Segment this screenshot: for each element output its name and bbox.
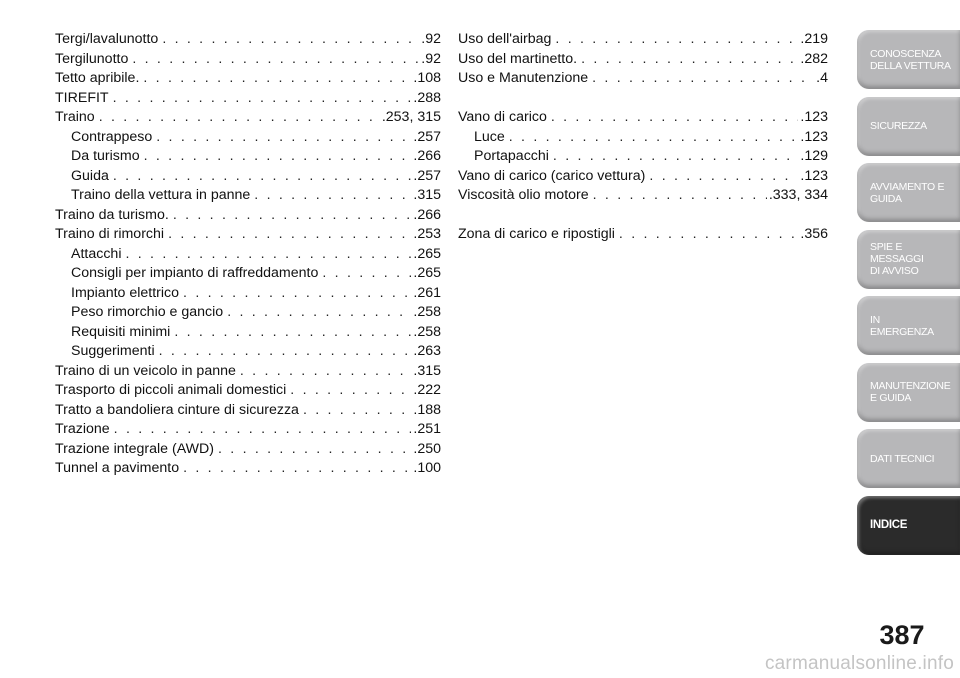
index-entry-text: Traino [55, 109, 95, 125]
index-entry[interactable] [55, 108, 441, 128]
index-entry-page: .108 [413, 70, 441, 86]
index-entry-page: .257 [413, 128, 441, 145]
dot-leader [159, 342, 412, 362]
page-number: 387 [879, 620, 925, 650]
dot-leader [144, 147, 412, 167]
index-entry[interactable] [55, 459, 441, 479]
index-entry-text: Uso dell'airbag [458, 31, 552, 47]
index-subentry[interactable] [458, 147, 828, 167]
index-entry-text: Traino di rimorchi [55, 226, 165, 242]
index-entry-page: .265 [413, 245, 441, 262]
index-subentry[interactable] [55, 323, 441, 343]
index-entry[interactable] [55, 89, 441, 109]
index-entry-text: Zona di carico e ripostigli [458, 226, 615, 242]
dot-leader [509, 128, 799, 148]
dot-leader [143, 69, 411, 89]
index-subentry[interactable] [55, 264, 441, 284]
index-entry[interactable] [55, 30, 441, 50]
dot-leader [183, 459, 411, 479]
index-entry-text: Guida [71, 167, 109, 184]
index-entry-text: Peso rimorchio e gancio [71, 304, 224, 320]
dot-leader [555, 30, 798, 50]
index-entry-text: Impianto elettrico [71, 284, 180, 301]
index-gap [458, 206, 828, 226]
index-entry[interactable] [55, 440, 441, 460]
index-entry[interactable] [458, 108, 828, 128]
index-entry[interactable] [55, 401, 441, 421]
index-entry-page: .123 [800, 109, 828, 125]
index-entry-text: Trazione [55, 421, 110, 437]
watermark: carmanualsonline.info [764, 653, 954, 674]
index-entry-text: Tetto apribile. [55, 70, 140, 86]
section-tabs [857, 30, 960, 562]
index-entry[interactable] [55, 420, 441, 440]
index-entry-text: Trasporto di piccoli animali domestici [55, 382, 287, 398]
index-entry[interactable] [55, 362, 441, 382]
dot-leader [113, 89, 412, 109]
index-subentry[interactable] [458, 128, 828, 148]
index-entry-page: .258 [413, 323, 441, 340]
index-entry-page: .265 [413, 265, 441, 281]
dot-leader [132, 50, 419, 70]
dot-leader [156, 128, 411, 148]
index-entry-text: Tratto a bandoliera cinture di sicurezza [55, 401, 299, 418]
section-tab[interactable] [857, 97, 960, 156]
dot-leader [551, 108, 799, 128]
index-subentry[interactable] [55, 245, 441, 265]
section-tab[interactable] [857, 496, 960, 555]
index-entry-page: .263 [413, 343, 441, 359]
index-entry-text: Suggerimenti [71, 343, 155, 359]
dot-leader [322, 264, 411, 284]
index-subentry[interactable] [55, 128, 441, 148]
index-entry-text: Uso del martinetto. [458, 50, 578, 67]
index-entry-page: .188 [413, 401, 441, 418]
section-tab-label: DATI TECNICI [870, 452, 935, 465]
dot-leader [218, 440, 411, 460]
index-subentry[interactable] [55, 284, 441, 304]
dot-leader [168, 225, 411, 245]
section-tab[interactable] [857, 30, 960, 89]
index-entry-page: .315 [413, 362, 441, 379]
section-tab-label: SPIE E MESSAGGI DI AVVISO [870, 241, 924, 277]
index-entry-page: .123 [800, 167, 828, 184]
dot-leader [553, 147, 798, 167]
index-entry-text: Trazione integrale (AWD) [55, 440, 214, 457]
index-entry[interactable] [55, 225, 441, 245]
dot-leader [99, 108, 380, 128]
dot-leader [113, 167, 412, 187]
section-tab-label: IN EMERGENZA [870, 313, 934, 338]
dot-leader [619, 225, 798, 245]
index-entry-text: Traino da turismo. [55, 206, 169, 223]
dot-leader [162, 30, 419, 50]
dot-leader [125, 245, 411, 265]
index-entry-text: Contrappeso [71, 128, 153, 145]
dot-leader [183, 284, 411, 304]
index-entry-page: .100 [413, 460, 441, 476]
index-entry[interactable] [55, 381, 441, 401]
index-entry-page: .92 [421, 31, 441, 47]
section-tab[interactable] [857, 296, 960, 355]
index-entry-page: .333, 334 [768, 187, 828, 203]
index-entry[interactable] [458, 186, 828, 206]
index-subentry[interactable] [55, 147, 441, 167]
index-entry-page: .251 [413, 421, 441, 437]
index-entry-page: .222 [413, 382, 441, 398]
index-subentry[interactable] [55, 186, 441, 206]
index-entry-text: Viscosità olio motore [458, 187, 589, 203]
dot-leader [593, 186, 767, 206]
section-tab[interactable] [857, 163, 960, 222]
index-entry[interactable] [458, 50, 828, 70]
index-entry-text: Consigli per impianto di raffreddamento [71, 265, 319, 281]
index-subentry[interactable] [55, 342, 441, 362]
index-entry-page: .266 [413, 148, 441, 164]
dot-leader [173, 206, 412, 226]
dot-leader [240, 362, 411, 382]
index-entry[interactable] [458, 225, 828, 245]
index-entry-page: .282 [800, 50, 828, 67]
index-entry-text: Traino di un veicolo in panne [55, 362, 236, 379]
index-entry-text: Vano di carico (carico vettura) [458, 167, 646, 184]
index-entry-text: Tunnel a pavimento [55, 460, 180, 476]
index-column-left [55, 30, 441, 479]
index-subentry[interactable] [55, 303, 441, 323]
dot-leader [254, 186, 411, 206]
index-entry-text: Requisiti minimi [71, 323, 171, 340]
index-entry[interactable] [55, 206, 441, 226]
dot-leader [114, 420, 412, 440]
index-entry-text: Attacchi [71, 245, 122, 262]
index-entry-page: .250 [413, 440, 441, 457]
index-entry-text: Uso e Manutenzione [458, 70, 589, 86]
dot-leader [592, 69, 814, 89]
dot-leader [290, 381, 411, 401]
index-entry[interactable] [55, 50, 441, 70]
section-tab-label: INDICE [870, 519, 908, 531]
dot-leader [649, 167, 798, 187]
index-entry-page: .257 [413, 167, 441, 184]
index-entry-page: .253 [413, 226, 441, 242]
section-tab-label: CONOSCENZA DELLA VETTURA [870, 47, 951, 72]
index-entry-text: Portapacchi [474, 148, 549, 164]
index-subentry[interactable] [55, 167, 441, 187]
index-entry-page: .261 [413, 284, 441, 301]
index-entry-text: Traino della vettura in panne [71, 187, 251, 203]
index-entry-text: Vano di carico [458, 109, 547, 125]
index-entry-text: Tergilunotto [55, 50, 129, 67]
index-entry-page: .123 [800, 128, 828, 145]
index-entry-text: Luce [474, 128, 505, 145]
index-entry[interactable] [458, 69, 828, 89]
section-tab[interactable] [857, 230, 960, 289]
index-entry-page: .356 [800, 226, 828, 242]
index-entry-page: .4 [816, 70, 828, 86]
index-entry-page: .92 [421, 50, 441, 67]
dot-leader [581, 50, 798, 70]
index-gap [458, 89, 828, 109]
index-entry-text: TIREFIT [55, 89, 109, 106]
section-tab-label: MANUTENZIONE E GUIDA [870, 380, 951, 404]
index-entry-page: .266 [413, 206, 441, 223]
index-entry-page: .315 [413, 187, 441, 203]
index-entry-page: .129 [800, 148, 828, 164]
index-entry-page: .288 [413, 89, 441, 106]
section-tab-label: AVVIAMENTO E GUIDA [870, 180, 945, 205]
dot-leader [227, 303, 411, 323]
index-entry[interactable] [55, 69, 441, 89]
section-tab-label: SICUREZZA [870, 120, 927, 132]
section-tab[interactable] [857, 363, 960, 422]
index-entry-text: Tergi/lavalunotto [55, 31, 159, 47]
index-entry[interactable] [458, 167, 828, 187]
dot-leader [303, 401, 411, 421]
dot-leader [174, 323, 411, 343]
index-entry-page: .258 [413, 304, 441, 320]
section-tab[interactable] [857, 429, 960, 488]
index-entry-text: Da turismo [71, 148, 140, 164]
index-entry[interactable] [458, 30, 828, 50]
index-entry-page: .219 [800, 31, 828, 47]
index-column-right [458, 30, 828, 245]
index-entry-page: .253, 315 [381, 109, 441, 125]
